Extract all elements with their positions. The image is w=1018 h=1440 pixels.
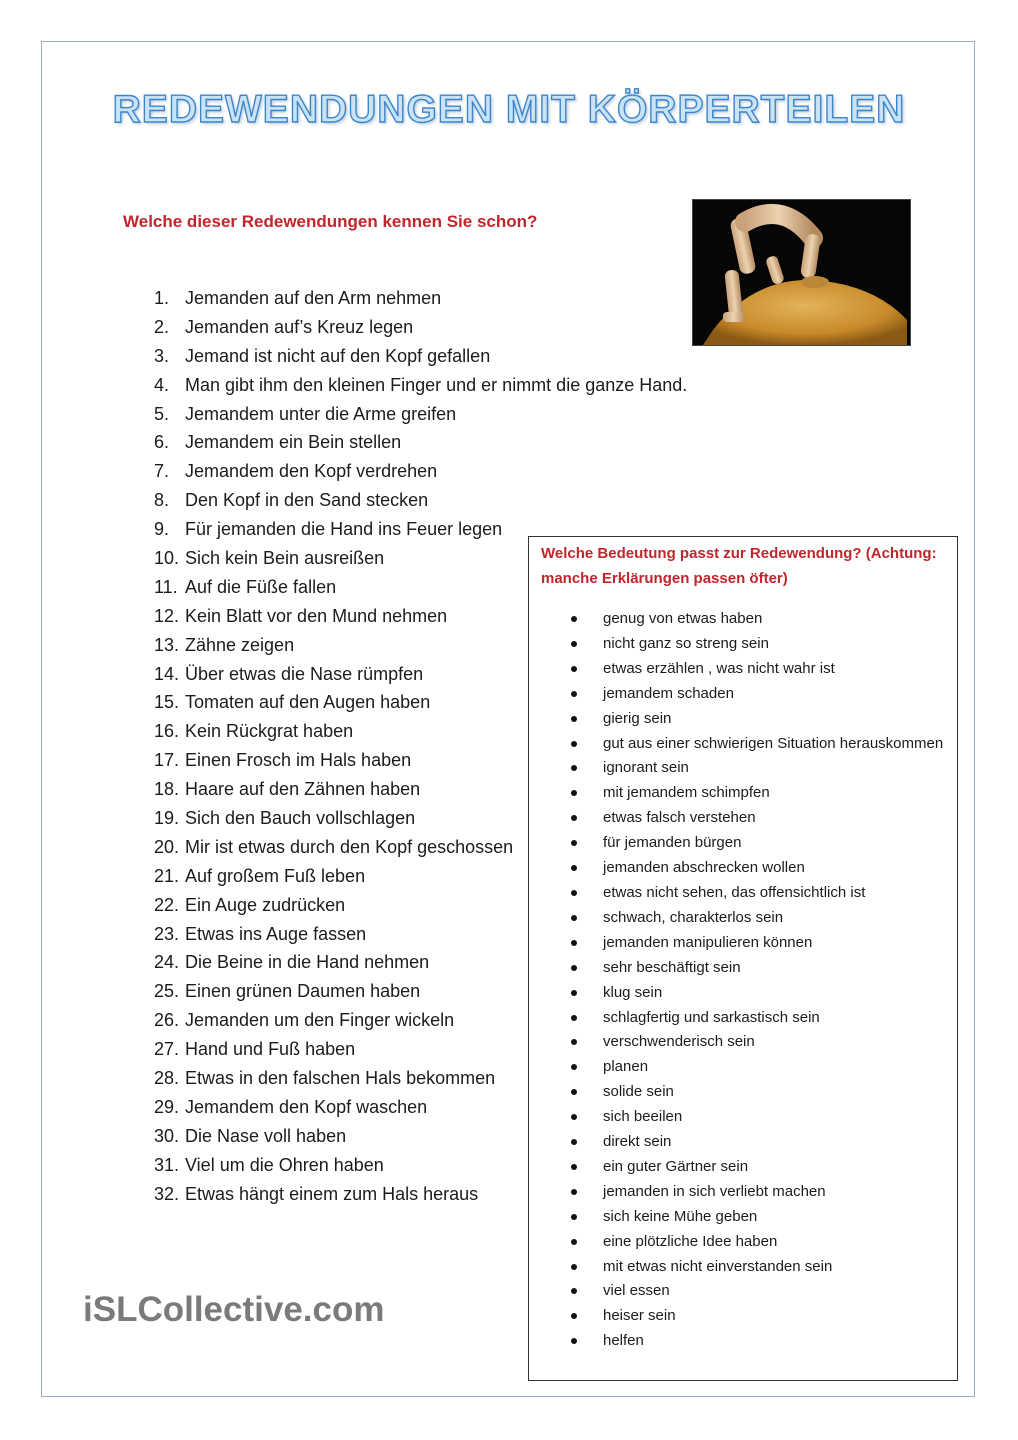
idiom-text: Einen grünen Daumen haben: [185, 981, 421, 1002]
meaning-item: jemanden manipulieren können: [571, 931, 946, 956]
meaning-item: etwas falsch verstehen: [571, 806, 946, 831]
idiom-text: Viel um die Ohren haben: [185, 1154, 384, 1175]
meaning-item: mit etwas nicht einverstanden sein: [571, 1255, 946, 1280]
idiom-text: Die Nase voll haben: [185, 1125, 347, 1146]
idiom-text: Jemand ist nicht auf den Kopf gefallen: [185, 345, 491, 366]
idiom-number: 14.: [154, 663, 180, 684]
idioms-question: Welche dieser Redewendungen kennen Sie schon?: [123, 212, 538, 231]
meaning-item: jemanden in sich verliebt machen: [571, 1180, 946, 1205]
watermark-logo: iSLCollective.com: [83, 1290, 385, 1329]
idiom-number: 2.: [154, 316, 170, 337]
idiom-number: 24.: [154, 952, 180, 973]
idiom-number: 26.: [154, 1010, 180, 1031]
meaning-item: jemanden abschrecken wollen: [571, 856, 946, 881]
meaning-item: schlagfertig und sarkastisch sein: [571, 1006, 946, 1031]
idiom-number: 13.: [154, 634, 180, 655]
meaning-item: klug sein: [571, 981, 946, 1006]
meaning-item: sehr beschäftigt sein: [571, 956, 946, 981]
meaning-item: helfen: [571, 1329, 946, 1354]
idiom-text: Sich kein Bein ausreißen: [185, 548, 385, 569]
idiom-number: 18.: [154, 779, 180, 800]
idiom-text: Etwas hängt einem zum Hals heraus: [185, 1183, 479, 1204]
meanings-box: [528, 536, 958, 1381]
idiom-item: [154, 457, 687, 486]
idiom-number: 27.: [154, 1039, 180, 1060]
idiom-text: Jemanden auf den Arm nehmen: [185, 288, 442, 308]
idiom-text: Für jemanden die Hand ins Feuer legen: [185, 519, 503, 540]
meaning-item: gut aus einer schwierigen Situation herauskommen: [571, 732, 946, 757]
idiom-text: Einen Frosch im Hals haben: [185, 750, 412, 771]
idiom-number: 23.: [154, 923, 180, 944]
meaning-item: genug von etwas haben: [571, 607, 946, 632]
idiom-number: 6.: [154, 432, 170, 453]
idiom-number: 31.: [154, 1154, 180, 1175]
idiom-text: Etwas ins Auge fassen: [185, 923, 367, 944]
mannequin-head-in-sand-icon: [693, 200, 910, 345]
meaning-item: solide sein: [571, 1080, 946, 1105]
idiom-text: Mir ist etwas durch den Kopf geschossen: [185, 836, 514, 857]
idiom-text: Jemanden auf’s Kreuz legen: [185, 316, 414, 337]
idiom-text: Den Kopf in den Sand stecken: [185, 490, 429, 511]
meaning-item: nicht ganz so streng sein: [571, 632, 946, 657]
meaning-item: ignorant sein: [571, 756, 946, 781]
meaning-item: planen: [571, 1055, 946, 1080]
meaning-item: etwas erzählen , was nicht wahr ist: [571, 657, 946, 682]
idiom-number: 16.: [154, 721, 180, 742]
idiom-item: [154, 284, 687, 313]
idiom-number: 5.: [154, 403, 170, 424]
meaning-item: viel essen: [571, 1279, 946, 1304]
idiom-number: 25.: [154, 981, 180, 1002]
idiom-number: 7.: [154, 461, 170, 482]
idiom-text: Auf die Füße fallen: [185, 576, 337, 597]
meaning-item: ein guter Gärtner sein: [571, 1155, 946, 1180]
meaning-item: sich beeilen: [571, 1105, 946, 1130]
idiom-text: Jemandem den Kopf verdrehen: [185, 461, 438, 482]
idiom-number: 30.: [154, 1125, 180, 1146]
idiom-item: [154, 428, 687, 457]
idiom-number: 17.: [154, 750, 180, 771]
idiom-text: Die Beine in die Hand nehmen: [185, 952, 430, 973]
idiom-number: 15.: [154, 692, 180, 713]
idiom-number: 21.: [154, 865, 180, 886]
idiom-number: 28.: [154, 1068, 180, 1089]
idiom-text: Über etwas die Nase rümpfen: [185, 663, 424, 684]
idiom-number: 9.: [154, 519, 170, 540]
idiom-text: Jemanden um den Finger wickeln: [185, 1010, 455, 1031]
meaning-item: mit jemandem schimpfen: [571, 781, 946, 806]
idiom-text: Jemandem unter die Arme greifen: [185, 403, 457, 424]
meanings-list: [571, 607, 946, 1354]
idiom-number: 22.: [154, 894, 180, 915]
meanings-question: Welche Bedeutung passt zur Redewendung? (Achtung: manche Erklärungen passen öfter): [541, 545, 937, 587]
idiom-text: Ein Auge zudrücken: [185, 894, 346, 915]
idiom-item: [154, 313, 687, 342]
idiom-item: [154, 342, 687, 371]
idiom-number: 4.: [154, 374, 170, 395]
meaning-item: heiser sein: [571, 1304, 946, 1329]
meaning-item: verschwenderisch sein: [571, 1030, 946, 1055]
idiom-number: 3.: [154, 345, 170, 366]
idiom-number: 32.: [154, 1183, 180, 1204]
idiom-text: Zähne zeigen: [185, 634, 295, 655]
idiom-text: Haare auf den Zähnen haben: [185, 779, 421, 800]
idiom-text: Kein Rückgrat haben: [185, 721, 354, 742]
idiom-item: [154, 371, 687, 400]
meaning-item: etwas nicht sehen, das offensichtlich ist: [571, 881, 946, 906]
idiom-text: Jemandem ein Bein stellen: [185, 432, 402, 453]
idiom-text: Sich den Bauch vollschlagen: [185, 808, 416, 829]
idiom-number: 11.: [154, 576, 178, 597]
idiom-text: Auf großem Fuß leben: [185, 865, 366, 886]
idiom-number: 1.: [154, 288, 170, 308]
idiom-text: Etwas in den falschen Hals bekommen: [185, 1068, 496, 1089]
meaning-item: für jemanden bürgen: [571, 831, 946, 856]
idiom-item: [154, 486, 687, 515]
meaning-item: schwach, charakterlos sein: [571, 906, 946, 931]
meaning-item: gierig sein: [571, 707, 946, 732]
idiom-text: Jemandem den Kopf waschen: [185, 1096, 428, 1117]
idiom-number: 29.: [154, 1096, 180, 1117]
idiom-number: 20.: [154, 836, 180, 857]
idiom-text: Hand und Fuß haben: [185, 1039, 356, 1060]
idiom-item: [154, 400, 687, 429]
idiom-number: 19.: [154, 808, 180, 829]
illustration-photo: [692, 199, 911, 346]
idiom-text: Tomaten auf den Augen haben: [185, 692, 431, 713]
meaning-item: eine plötzliche Idee haben: [571, 1230, 946, 1255]
idiom-text: Kein Blatt vor den Mund nehmen: [185, 605, 448, 626]
idiom-number: 8.: [154, 490, 170, 511]
meaning-item: direkt sein: [571, 1130, 946, 1155]
idiom-text: Man gibt ihm den kleinen Finger und er nimmt die ganze Hand.: [185, 374, 688, 395]
meaning-item: sich keine Mühe geben: [571, 1205, 946, 1230]
idiom-number: 12.: [154, 605, 180, 626]
meaning-item: jemandem schaden: [571, 682, 946, 707]
idiom-number: 10.: [154, 548, 180, 569]
page-title: REDEWENDUNGEN MIT KÖRPERTEILEN: [112, 88, 906, 131]
